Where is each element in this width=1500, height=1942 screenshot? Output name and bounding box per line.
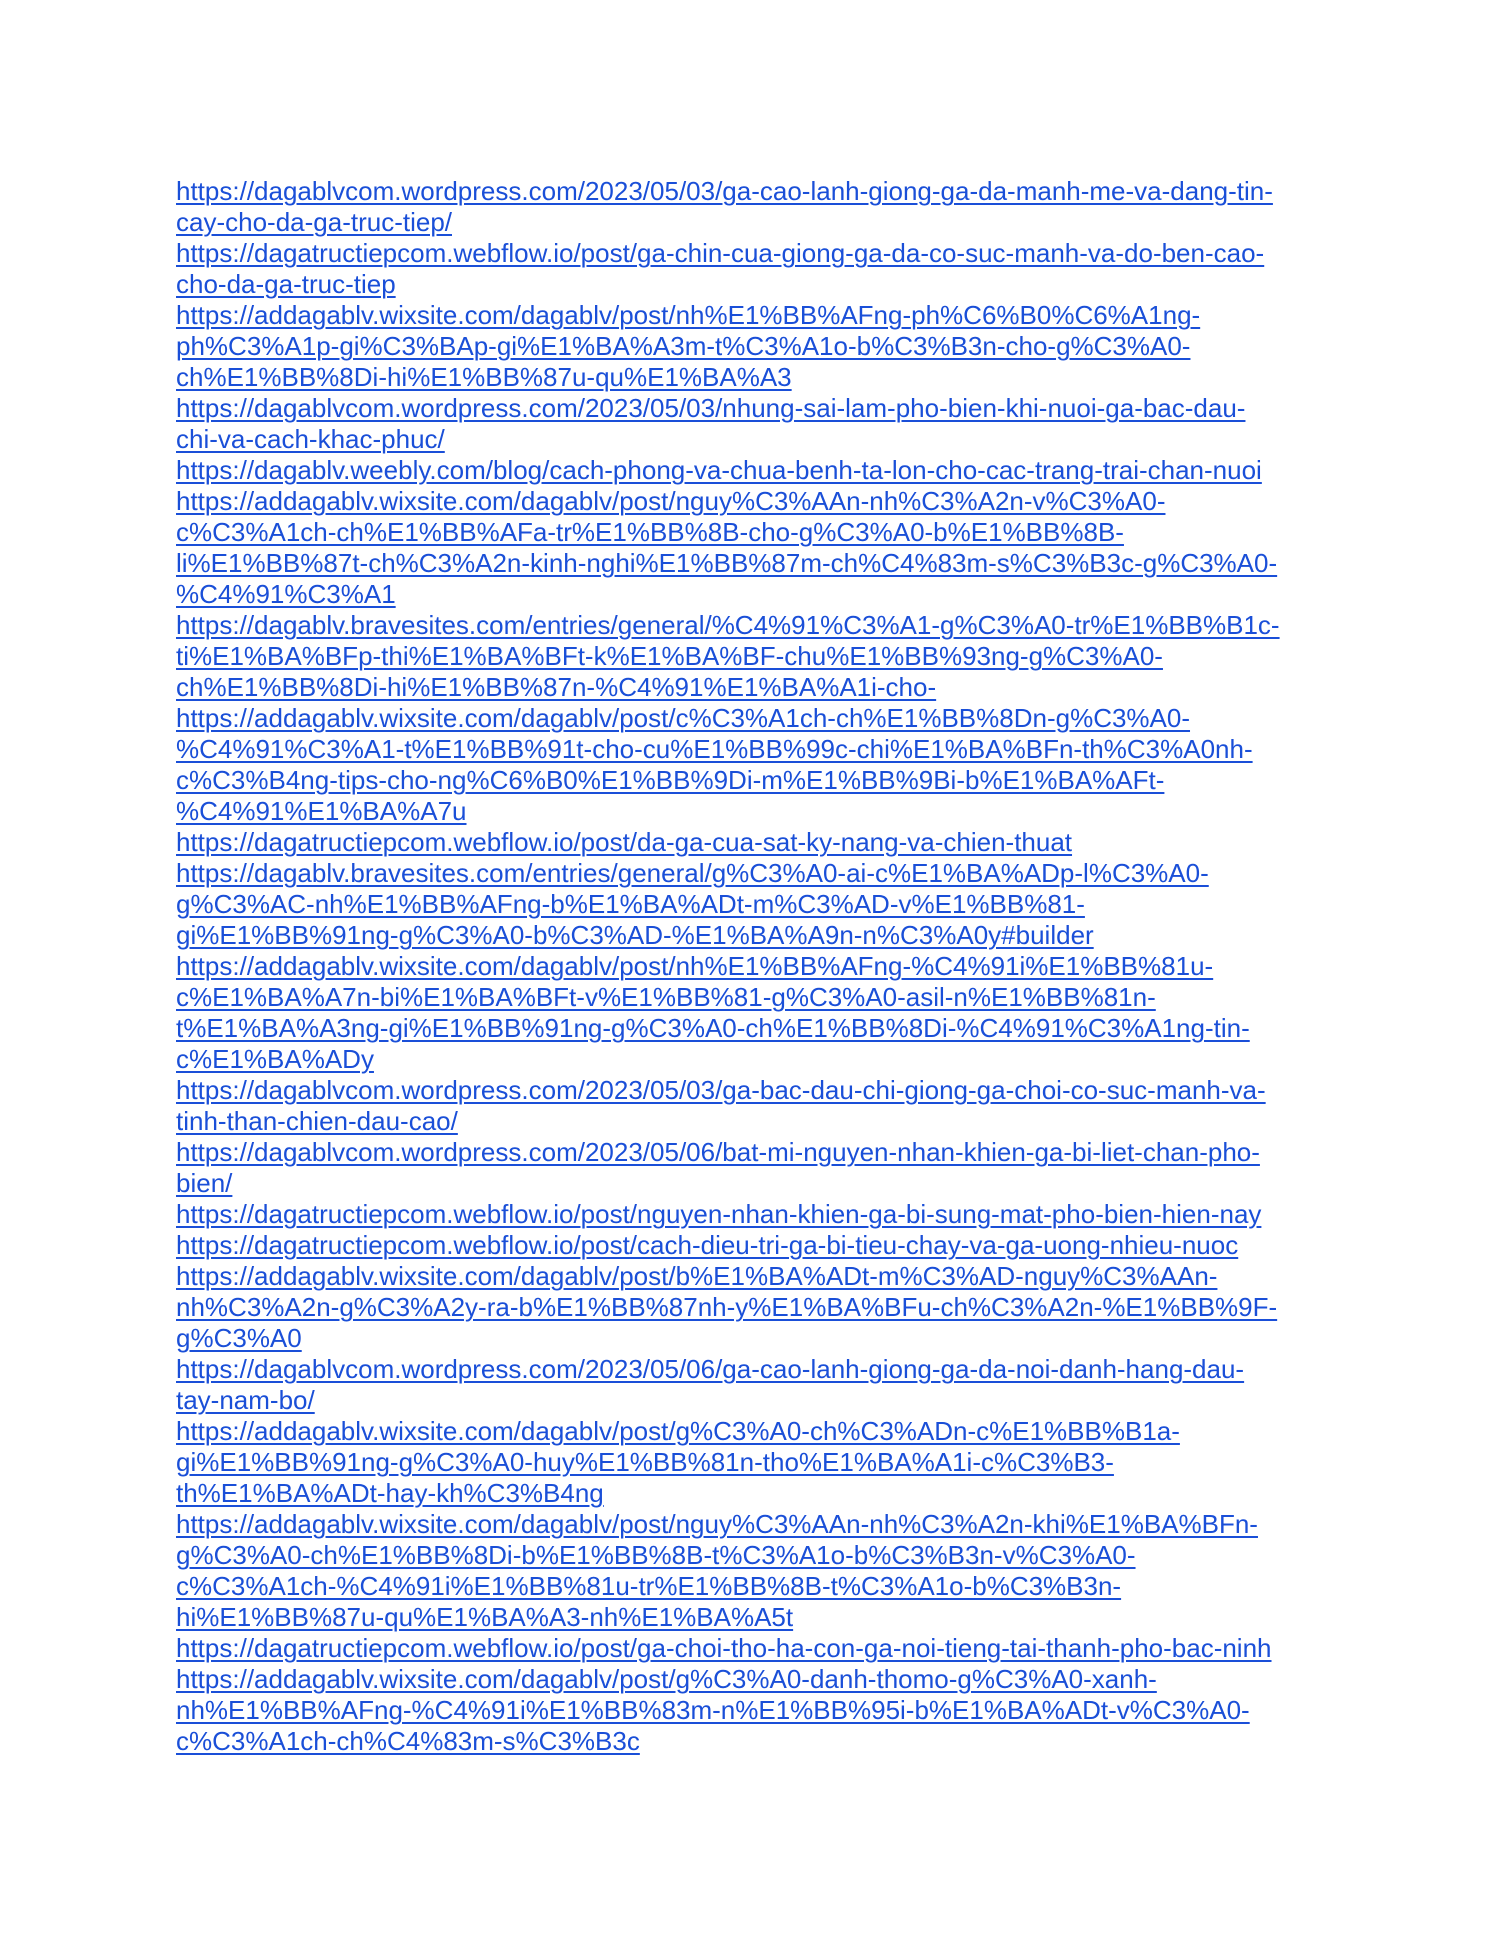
hyperlink[interactable] [176, 827, 1336, 858]
hyperlink-line[interactable]: https://addagablv.wixsite.com/dagablv/post/nh%E1%BB%AFng-ph%C6%B0%C6%A1ng- [176, 300, 1201, 330]
hyperlink-line[interactable]: c%C3%A1ch-ch%C4%83m-s%C3%B3c [176, 1726, 640, 1756]
hyperlink[interactable] [176, 1416, 1336, 1509]
hyperlink-line[interactable]: https://dagatructiepcom.webflow.io/post/ga-chin-cua-giong-ga-da-co-suc-manh-va-do-ben-cao- [176, 238, 1265, 268]
hyperlink-line[interactable]: c%C3%A1ch-%C4%91i%E1%BB%81u-tr%E1%BB%8B-t%C3%A1o-b%C3%B3n- [176, 1571, 1122, 1601]
hyperlink[interactable] [176, 1509, 1336, 1633]
hyperlink[interactable] [176, 1075, 1336, 1137]
hyperlink-line[interactable]: https://addagablv.wixsite.com/dagablv/post/c%C3%A1ch-ch%E1%BB%8Dn-g%C3%A0- [176, 703, 1191, 733]
hyperlink-line[interactable]: https://addagablv.wixsite.com/dagablv/post/b%E1%BA%ADt-m%C3%AD-nguy%C3%AAn- [176, 1261, 1218, 1291]
hyperlink-line[interactable]: c%C3%A1ch-ch%E1%BB%AFa-tr%E1%BB%8B-cho-g%C3%A0-b%E1%BB%8B- [176, 517, 1124, 547]
hyperlink-line[interactable]: %C4%91%C3%A1 [176, 579, 396, 609]
hyperlink-line[interactable]: https://dagablvcom.wordpress.com/2023/05/06/bat-mi-nguyen-nhan-khien-ga-bi-liet-chan-pho- [176, 1137, 1260, 1167]
hyperlink-line[interactable]: ph%C3%A1p-gi%C3%BAp-gi%E1%BA%A3m-t%C3%A1o-b%C3%B3n-cho-g%C3%A0- [176, 331, 1191, 361]
hyperlink-line[interactable]: tinh-than-chien-dau-cao/ [176, 1106, 458, 1136]
hyperlink-line[interactable]: https://addagablv.wixsite.com/dagablv/post/g%C3%A0-ch%C3%ADn-c%E1%BB%B1a- [176, 1416, 1180, 1446]
hyperlink[interactable] [176, 1354, 1336, 1416]
hyperlink-line[interactable]: gi%E1%BB%91ng-g%C3%A0-huy%E1%BB%81n-tho%E1%BA%A1i-c%C3%B3- [176, 1447, 1114, 1477]
hyperlink-line[interactable]: https://addagablv.wixsite.com/dagablv/post/nguy%C3%AAn-nh%C3%A2n-v%C3%A0- [176, 486, 1166, 516]
hyperlink-line[interactable]: https://dagatructiepcom.webflow.io/post/da-ga-cua-sat-ky-nang-va-chien-thuat [176, 827, 1073, 857]
hyperlink-line[interactable]: %C4%91%C3%A1-t%E1%BB%91t-cho-cu%E1%BB%99c-chi%E1%BA%BFn-th%C3%A0nh- [176, 734, 1253, 764]
hyperlink[interactable] [176, 610, 1336, 703]
hyperlink-line[interactable]: cho-da-ga-truc-tiep [176, 269, 396, 299]
hyperlink-line[interactable]: li%E1%BB%87t-ch%C3%A2n-kinh-nghi%E1%BB%87m-ch%C4%83m-s%C3%B3c-g%C3%A0- [176, 548, 1278, 578]
hyperlink[interactable] [176, 703, 1336, 827]
hyperlink-line[interactable]: cay-cho-da-ga-truc-tiep/ [176, 207, 452, 237]
hyperlink-line[interactable]: c%C3%B4ng-tips-cho-ng%C6%B0%E1%BB%9Di-m%E1%BB%9Bi-b%E1%BA%AFt- [176, 765, 1165, 795]
hyperlink-line[interactable]: ch%E1%BB%8Di-hi%E1%BB%87n-%C4%91%E1%BA%A1i-cho- [176, 672, 937, 702]
link-list [176, 176, 1336, 1757]
hyperlink-line[interactable]: https://dagablv.bravesites.com/entries/general/g%C3%A0-ai-c%E1%BA%ADp-l%C3%A0- [176, 858, 1209, 888]
hyperlink[interactable] [176, 1230, 1336, 1261]
hyperlink-line[interactable]: https://addagablv.wixsite.com/dagablv/post/nguy%C3%AAn-nh%C3%A2n-khi%E1%BA%BFn- [176, 1509, 1258, 1539]
hyperlink[interactable] [176, 238, 1336, 300]
hyperlink-line[interactable]: https://dagablvcom.wordpress.com/2023/05/03/ga-bac-dau-chi-giong-ga-choi-co-suc-manh-va- [176, 1075, 1266, 1105]
hyperlink-line[interactable]: hi%E1%BB%87u-qu%E1%BA%A3-nh%E1%BA%A5t [176, 1602, 794, 1632]
hyperlink[interactable] [176, 951, 1336, 1075]
hyperlink-line[interactable]: c%E1%BA%ADy [176, 1044, 374, 1074]
hyperlink-line[interactable]: https://addagablv.wixsite.com/dagablv/post/g%C3%A0-danh-thomo-g%C3%A0-xanh- [176, 1664, 1157, 1694]
hyperlink-line[interactable]: https://dagablvcom.wordpress.com/2023/05/06/ga-cao-lanh-giong-ga-da-noi-danh-hang-dau- [176, 1354, 1245, 1384]
hyperlink[interactable] [176, 1137, 1336, 1199]
hyperlink[interactable] [176, 858, 1336, 951]
hyperlink-line[interactable]: t%E1%BA%A3ng-gi%E1%BB%91ng-g%C3%A0-ch%E1%BB%8Di-%C4%91%C3%A1ng-tin- [176, 1013, 1250, 1043]
hyperlink-line[interactable]: https://dagablv.weebly.com/blog/cach-phong-va-chua-benh-ta-lon-cho-cac-trang-trai-chan-nuoi [176, 455, 1262, 485]
hyperlink-line[interactable]: g%C3%AC-nh%E1%BB%AFng-b%E1%BA%ADt-m%C3%AD-v%E1%BB%81- [176, 889, 1085, 919]
hyperlink-line[interactable]: nh%E1%BB%AFng-%C4%91i%E1%BB%83m-n%E1%BB%95i-b%E1%BA%ADt-v%C3%A0- [176, 1695, 1250, 1725]
hyperlink-line[interactable]: gi%E1%BB%91ng-g%C3%A0-b%C3%AD-%E1%BA%A9n-n%C3%A0y#builder [176, 920, 1094, 950]
hyperlink-line[interactable]: g%C3%A0 [176, 1323, 302, 1353]
hyperlink-line[interactable]: nh%C3%A2n-g%C3%A2y-ra-b%E1%BB%87nh-y%E1%BA%BFu-ch%C3%A2n-%E1%BB%9F- [176, 1292, 1278, 1322]
hyperlink-line[interactable]: https://dagablvcom.wordpress.com/2023/05/03/ga-cao-lanh-giong-ga-da-manh-me-va-dang-tin- [176, 176, 1273, 206]
hyperlink[interactable] [176, 176, 1336, 238]
hyperlink[interactable] [176, 393, 1336, 455]
hyperlink[interactable] [176, 1664, 1336, 1757]
hyperlink-line[interactable]: ch%E1%BB%8Di-hi%E1%BB%87u-qu%E1%BA%A3 [176, 362, 792, 392]
hyperlink-line[interactable]: ti%E1%BA%BFp-thi%E1%BA%BFt-k%E1%BA%BF-chu%E1%BB%93ng-g%C3%A0- [176, 641, 1163, 671]
hyperlink-line[interactable]: th%E1%BA%ADt-hay-kh%C3%B4ng [176, 1478, 604, 1508]
hyperlink-line[interactable]: g%C3%A0-ch%E1%BB%8Di-b%E1%BB%8B-t%C3%A1o-b%C3%B3n-v%C3%A0- [176, 1540, 1136, 1570]
hyperlink-line[interactable]: chi-va-cach-khac-phuc/ [176, 424, 445, 454]
hyperlink-line[interactable]: https://dagatructiepcom.webflow.io/post/cach-dieu-tri-ga-bi-tieu-chay-va-ga-uong-nhieu-nuoc [176, 1230, 1239, 1260]
hyperlink-line[interactable]: c%E1%BA%A7n-bi%E1%BA%BFt-v%E1%BB%81-g%C3%A0-asil-n%E1%BB%81n- [176, 982, 1156, 1012]
hyperlink-line[interactable]: https://dagablvcom.wordpress.com/2023/05/03/nhung-sai-lam-pho-bien-khi-nuoi-ga-bac-dau- [176, 393, 1246, 423]
hyperlink-line[interactable]: bien/ [176, 1168, 233, 1198]
hyperlink-line[interactable]: https://addagablv.wixsite.com/dagablv/post/nh%E1%BB%AFng-%C4%91i%E1%BB%81u- [176, 951, 1214, 981]
hyperlink-line[interactable]: tay-nam-bo/ [176, 1385, 315, 1415]
hyperlink[interactable] [176, 1199, 1336, 1230]
hyperlink-line[interactable]: https://dagatructiepcom.webflow.io/post/ga-choi-tho-ha-con-ga-noi-tieng-tai-thanh-pho-bac-ninh [176, 1633, 1272, 1663]
hyperlink-line[interactable]: %C4%91%E1%BA%A7u [176, 796, 467, 826]
hyperlink[interactable] [176, 1633, 1336, 1664]
hyperlink[interactable] [176, 455, 1336, 486]
hyperlink-line[interactable]: https://dagablv.bravesites.com/entries/general/%C4%91%C3%A1-g%C3%A0-tr%E1%BB%B1c- [176, 610, 1280, 640]
hyperlink-line[interactable]: https://dagatructiepcom.webflow.io/post/nguyen-nhan-khien-ga-bi-sung-mat-pho-bien-hien-nay [176, 1199, 1262, 1229]
hyperlink[interactable] [176, 300, 1336, 393]
hyperlink[interactable] [176, 1261, 1336, 1354]
hyperlink[interactable] [176, 486, 1336, 610]
